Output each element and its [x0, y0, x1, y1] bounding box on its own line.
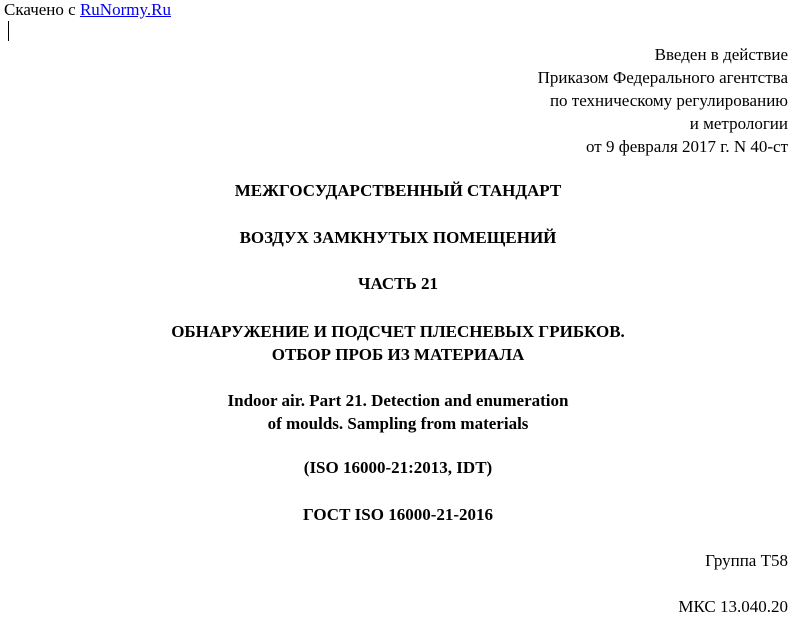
runormy-link[interactable]: RuNormy.Ru — [79, 0, 171, 19]
group-label: Группа Т58 — [705, 551, 788, 570]
document-title: ВОЗДУХ ЗАМКНУТЫХ ПОМЕЩЕНИЙ — [239, 228, 557, 247]
standard-number: ГОСТ ISO 16000-21-2016 — [302, 505, 494, 524]
document-part: ЧАСТЬ 21 — [357, 274, 438, 293]
approval-line: по техническому регулированию — [549, 91, 788, 110]
english-title-line: of moulds. Sampling from materials — [267, 414, 529, 433]
source-prefix: Скачено с — [4, 0, 80, 19]
approval-line: от 9 февраля 2017 г. N 40-ст — [585, 137, 788, 156]
approval-line: Приказом Федерального агентства — [537, 68, 788, 87]
text-cursor — [8, 21, 9, 41]
approval-line: Введен в действие — [654, 45, 788, 64]
source-line — [4, 0, 171, 20]
mks-code: МКС 13.040.20 — [678, 597, 788, 616]
document-type: МЕЖГОСУДАРСТВЕННЫЙ СТАНДАРТ — [234, 181, 562, 200]
english-title-line: Indoor air. Part 21. Detection and enumeration — [227, 391, 569, 410]
approval-line: и метрологии — [689, 114, 788, 133]
subtitle-line: ОБНАРУЖЕНИЕ И ПОДСЧЕТ ПЛЕСНЕВЫХ ГРИБКОВ. — [171, 322, 625, 341]
iso-reference: (ISO 16000-21:2013, IDT) — [303, 458, 493, 477]
subtitle-line: ОТБОР ПРОБ ИЗ МАТЕРИАЛА — [271, 345, 525, 364]
approval-block — [538, 43, 788, 158]
document-subtitle — [0, 320, 790, 366]
english-title — [0, 389, 790, 435]
